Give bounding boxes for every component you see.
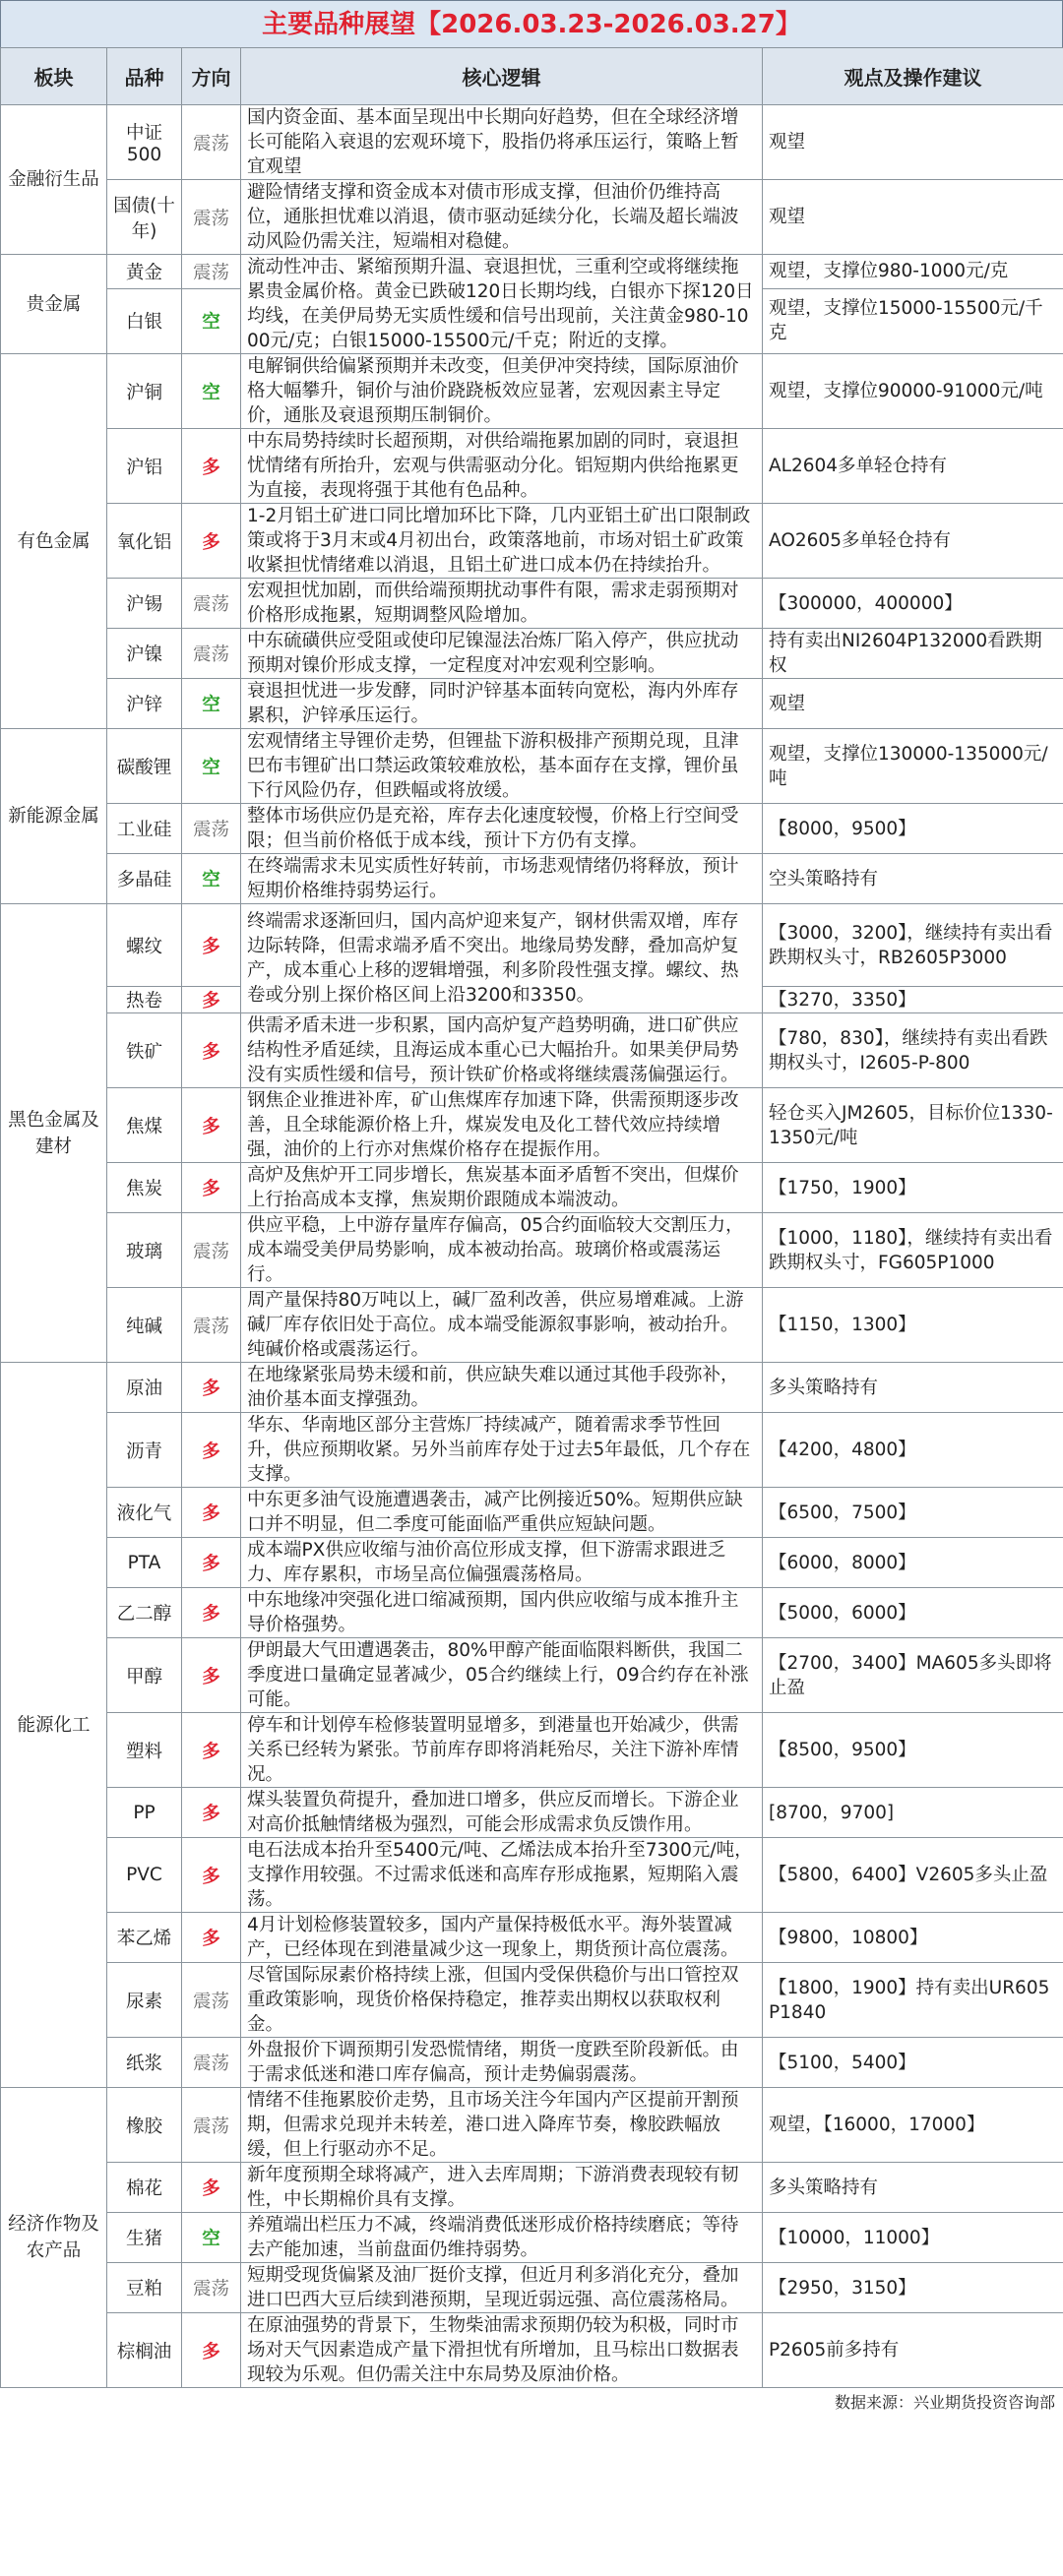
logic-cell: 周产量保持80万吨以上，碱厂盈利改善，供应易增难减。上游碱厂库存依旧处于高位。成本端受能源叙事影响，被动抬升。纯碱价格或震荡运行。 — [241, 1288, 763, 1363]
variety-cell: 橡胶 — [107, 2088, 182, 2163]
direction-cell: 多 — [182, 1088, 241, 1163]
view-cell: 多头策略持有 — [763, 2163, 1063, 2213]
direction-cell: 多 — [182, 987, 241, 1013]
direction-cell: 空 — [182, 354, 241, 429]
sector-cell: 经济作物及农产品 — [1, 2088, 107, 2388]
logic-cell: 流动性冲击、紧缩预期升温、衰退担忧，三重利空或将继续拖累贵金属价格。黄金已跌破120日长期均线，白银亦下探120日均线，在美伊局势无实质性缓和信号出现前，关注黄金980-1000元/克；白银15000-15500元/千克；附近的支撑。 — [241, 255, 763, 354]
direction-cell: 震荡 — [182, 1288, 241, 1363]
direction-cell: 多 — [182, 1013, 241, 1088]
view-cell: 【2700，3400】MA605多头即将止盈 — [763, 1638, 1063, 1713]
direction-cell: 多 — [182, 504, 241, 579]
variety-cell: 沪锌 — [107, 679, 182, 729]
direction-cell: 震荡 — [182, 579, 241, 629]
logic-cell: 短期受现货偏紧及油厂挺价支撑，但近月利多消化充分，叠加进口巴西大豆后续到港预期，呈现近弱远强、高位震荡格局。 — [241, 2263, 763, 2313]
view-cell: 【4200，4800】 — [763, 1413, 1063, 1488]
header-view: 观点及操作建议 — [763, 48, 1063, 105]
logic-cell: 在终端需求未见实质性好转前，市场悲观情绪仍将释放，预计短期价格维持弱势运行。 — [241, 854, 763, 904]
view-cell: AL2604多单轻仓持有 — [763, 429, 1063, 504]
variety-cell: 液化气 — [107, 1488, 182, 1538]
view-cell: 【1000，1180】，继续持有卖出看跌期权头寸，FG605P1000 — [763, 1213, 1063, 1288]
view-cell: 【6000，8000】 — [763, 1538, 1063, 1588]
table-row — [1, 904, 1063, 987]
logic-cell: 华东、华南地区部分主营炼厂持续减产，随着需求季节性回升，供应预期收紧。另外当前库存处于过去5年最低，几个存在支撑。 — [241, 1413, 763, 1488]
logic-cell: 养殖端出栏压力不减，终端消费低迷形成价格持续磨底；等待去产能加速，当前盘面仍维持弱势。 — [241, 2213, 763, 2263]
table-row — [1, 2213, 1063, 2263]
table-row — [1, 1288, 1063, 1363]
view-cell: 观望，支撑位130000-135000元/吨 — [763, 729, 1063, 804]
data-source-note: 数据来源：兴业期货投资咨询部 — [834, 2393, 1055, 2412]
sector-cell: 新能源金属 — [1, 729, 107, 904]
view-cell: 【3270，3350】 — [763, 987, 1063, 1013]
variety-cell: 沪铜 — [107, 354, 182, 429]
view-cell: 观望 — [763, 679, 1063, 729]
view-cell: 多头策略持有 — [763, 1363, 1063, 1413]
sector-cell: 金融衍生品 — [1, 105, 107, 255]
view-cell: [8700，9700] — [763, 1788, 1063, 1838]
view-cell: AO2605多单轻仓持有 — [763, 504, 1063, 579]
table-row — [1, 1638, 1063, 1713]
logic-cell: 电石法成本抬升至5400元/吨、乙烯法成本抬升至7300元/吨，支撑作用较强。不过需求低迷和高库存形成拖累，短期陷入震荡。 — [241, 1838, 763, 1913]
table-row — [1, 1363, 1063, 1413]
variety-cell: 棉花 — [107, 2163, 182, 2213]
variety-cell: 热卷 — [107, 987, 182, 1013]
table-row — [1, 1713, 1063, 1788]
variety-cell: 多晶硅 — [107, 854, 182, 904]
table-row — [1, 1788, 1063, 1838]
direction-cell: 震荡 — [182, 105, 241, 180]
view-cell: 【3000，3200】，继续持有卖出看跌期权头寸，RB2605P3000 — [763, 904, 1063, 987]
direction-cell: 空 — [182, 679, 241, 729]
view-cell: 【9800，10800】 — [763, 1913, 1063, 1963]
variety-cell: 焦煤 — [107, 1088, 182, 1163]
logic-cell: 外盘报价下调预期引发恐慌情绪，期货一度跌至阶段新低。由于需求低迷和港口库存偏高，预计走势偏弱震荡。 — [241, 2038, 763, 2088]
variety-cell: PVC — [107, 1838, 182, 1913]
table-row — [1, 629, 1063, 679]
view-cell: 【5100，5400】 — [763, 2038, 1063, 2088]
direction-cell: 震荡 — [182, 2263, 241, 2313]
variety-cell: 黄金 — [107, 255, 182, 289]
variety-cell: 国债(十年) — [107, 180, 182, 255]
direction-cell: 多 — [182, 2163, 241, 2213]
sector-cell: 能源化工 — [1, 1363, 107, 2088]
table-row — [1, 1538, 1063, 1588]
logic-cell: 中东局势持续时长超预期，对供给端拖累加剧的同时，衰退担忧情绪有所抬升，宏观与供需驱动分化。铝短期内供给拖累更为直接，表现将强于其他有色品种。 — [241, 429, 763, 504]
table-row — [1, 1838, 1063, 1913]
table-row — [1, 1588, 1063, 1638]
variety-cell: 甲醇 — [107, 1638, 182, 1713]
view-cell: 【10000，11000】 — [763, 2213, 1063, 2263]
logic-cell: 中东更多油气设施遭遇袭击，减产比例接近50%。短期供应缺口并不明显，但二季度可能面临严重供应短缺问题。 — [241, 1488, 763, 1538]
view-cell: 空头策略持有 — [763, 854, 1063, 904]
variety-cell: 沥青 — [107, 1413, 182, 1488]
direction-cell: 多 — [182, 1588, 241, 1638]
direction-cell: 多 — [182, 1538, 241, 1588]
view-cell: 【8000，9500】 — [763, 804, 1063, 854]
direction-cell: 多 — [182, 1638, 241, 1713]
variety-cell: 沪铝 — [107, 429, 182, 504]
logic-cell: 新年度预期全球将减产，进入去库周期；下游消费表现较有韧性，中长期棉价具有支撑。 — [241, 2163, 763, 2213]
page-title: 主要品种展望【2026.03.23-2026.03.27】 — [0, 0, 1063, 47]
variety-cell: 塑料 — [107, 1713, 182, 1788]
view-cell: 观望，支撑位980-1000元/克 — [763, 255, 1063, 289]
table-row — [1, 854, 1063, 904]
direction-cell: 震荡 — [182, 1963, 241, 2038]
variety-cell: 沪锡 — [107, 579, 182, 629]
logic-cell: 国内资金面、基本面呈现出中长期向好趋势，但在全球经济增长可能陷入衰退的宏观环境下，股指仍将承压运行，策略上暂宜观望 — [241, 105, 763, 180]
variety-cell: PP — [107, 1788, 182, 1838]
direction-cell: 多 — [182, 1488, 241, 1538]
variety-cell: PTA — [107, 1538, 182, 1588]
variety-cell: 苯乙烯 — [107, 1913, 182, 1963]
view-cell: 观望，支撑位15000-15500元/千克 — [763, 288, 1063, 353]
table-row — [1, 354, 1063, 429]
table-row — [1, 2163, 1063, 2213]
variety-cell: 生猪 — [107, 2213, 182, 2263]
table-row — [1, 1488, 1063, 1538]
logic-cell: 中东硫磺供应受阻或使印尼镍湿法冶炼厂陷入停产，供应扰动预期对镍价形成支撑，一定程度对冲宏观利空影响。 — [241, 629, 763, 679]
direction-cell: 多 — [182, 1713, 241, 1788]
direction-cell: 空 — [182, 729, 241, 804]
view-cell: 【1150，1300】 — [763, 1288, 1063, 1363]
direction-cell: 多 — [182, 1913, 241, 1963]
table-row — [1, 729, 1063, 804]
logic-cell: 宏观担忧加剧，而供给端预期扰动事件有限，需求走弱预期对价格形成拖累，短期调整风险增加。 — [241, 579, 763, 629]
table-row — [1, 804, 1063, 854]
variety-cell: 螺纹 — [107, 904, 182, 987]
table-row — [1, 1913, 1063, 1963]
logic-cell: 衰退担忧进一步发酵，同时沪锌基本面转向宽松，海内外库存累积，沪锌承压运行。 — [241, 679, 763, 729]
logic-cell: 在原油强势的背景下，生物柴油需求预期仍较为积极，同时市场对天气因素造成产量下滑担忧有所增加，且马棕出口数据表现较为乐观。但仍需关注中东局势及原油价格。 — [241, 2313, 763, 2388]
variety-cell: 原油 — [107, 1363, 182, 1413]
table-row — [1, 1963, 1063, 2038]
table-row — [1, 255, 1063, 289]
variety-cell: 工业硅 — [107, 804, 182, 854]
view-cell: 观望 — [763, 105, 1063, 180]
logic-cell: 在地缘紧张局势未缓和前，供应缺失难以通过其他手段弥补，油价基本面支撑强劲。 — [241, 1363, 763, 1413]
view-cell: 【5800，6400】V2605多头止盈 — [763, 1838, 1063, 1913]
view-cell: 【780，830】，继续持有卖出看跌期权头寸，I2605-P-800 — [763, 1013, 1063, 1088]
logic-cell: 成本端PX供应收缩与油价高位形成支撑，但下游需求跟进乏力、库存累积，市场呈高位偏强震荡格局。 — [241, 1538, 763, 1588]
direction-cell: 多 — [182, 2313, 241, 2388]
logic-cell: 高炉及焦炉开工同步增长，焦炭基本面矛盾暂不突出，但煤价上行抬高成本支撑，焦炭期价跟随成本端波动。 — [241, 1163, 763, 1213]
direction-cell: 震荡 — [182, 2038, 241, 2088]
header-sector: 板块 — [1, 48, 107, 105]
variety-cell: 豆粕 — [107, 2263, 182, 2313]
sector-cell: 贵金属 — [1, 255, 107, 354]
view-cell: 持有卖出NI2604P132000看跌期权 — [763, 629, 1063, 679]
logic-cell: 供应平稳，上中游存量库存偏高，05合约面临较大交割压力，成本端受美伊局势影响，成本被动抬高。玻璃价格或震荡运行。 — [241, 1213, 763, 1288]
table-row — [1, 2088, 1063, 2163]
direction-cell: 震荡 — [182, 2088, 241, 2163]
direction-cell: 震荡 — [182, 804, 241, 854]
variety-cell: 氧化铝 — [107, 504, 182, 579]
variety-cell: 纸浆 — [107, 2038, 182, 2088]
direction-cell: 多 — [182, 1413, 241, 1488]
variety-cell: 白银 — [107, 288, 182, 353]
direction-cell: 震荡 — [182, 629, 241, 679]
direction-cell: 震荡 — [182, 1213, 241, 1288]
view-cell: 【1750，1900】 — [763, 1163, 1063, 1213]
view-cell: 轻仓买入JM2605，目标价位1330-1350元/吨 — [763, 1088, 1063, 1163]
logic-cell: 整体市场供应仍是充裕，库存去化速度较慢，价格上行空间受限；但当前价格低于成本线，预计下方仍有支撑。 — [241, 804, 763, 854]
table-row — [1, 429, 1063, 504]
direction-cell: 多 — [182, 904, 241, 987]
logic-cell: 情绪不佳拖累胶价走势，且市场关注今年国内产区提前开割预期，但需求兑现并未转差，港口进入降库节奏，橡胶跌幅放缓，但上行驱动亦不足。 — [241, 2088, 763, 2163]
direction-cell: 多 — [182, 1838, 241, 1913]
table-row — [1, 1163, 1063, 1213]
direction-cell: 震荡 — [182, 255, 241, 289]
variety-cell: 焦炭 — [107, 1163, 182, 1213]
variety-cell: 尿素 — [107, 1963, 182, 2038]
table-row — [1, 1213, 1063, 1288]
table-row — [1, 180, 1063, 255]
variety-cell: 纯碱 — [107, 1288, 182, 1363]
table-row — [1, 504, 1063, 579]
view-cell: 【300000，400000】 — [763, 579, 1063, 629]
logic-cell: 避险情绪支撑和资金成本对债市形成支撑，但油价仍维持高位，通胀担忧难以消退，债市驱动延续分化，长端及超长端波动风险仍需关注，短端相对稳健。 — [241, 180, 763, 255]
view-cell: 【1800，1900】持有卖出UR605P1840 — [763, 1963, 1063, 2038]
variety-cell: 棕榈油 — [107, 2313, 182, 2388]
table-header-row — [1, 48, 1063, 105]
variety-cell: 乙二醇 — [107, 1588, 182, 1638]
header-logic: 核心逻辑 — [241, 48, 763, 105]
view-cell: 【5000，6000】 — [763, 1588, 1063, 1638]
view-cell: 【8500，9500】 — [763, 1713, 1063, 1788]
table-row — [1, 2263, 1063, 2313]
variety-cell: 碳酸锂 — [107, 729, 182, 804]
table-row — [1, 679, 1063, 729]
header-variety: 品种 — [107, 48, 182, 105]
variety-cell: 沪镍 — [107, 629, 182, 679]
variety-cell: 铁矿 — [107, 1013, 182, 1088]
table-row — [1, 105, 1063, 180]
direction-cell: 震荡 — [182, 180, 241, 255]
table-row — [1, 1088, 1063, 1163]
logic-cell: 电解铜供给偏紧预期并未改变，但美伊冲突持续，国际原油价格大幅攀升，铜价与油价跷跷板效应显著，宏观因素主导定价，通胀及衰退预期压制铜价。 — [241, 354, 763, 429]
logic-cell: 供需矛盾未进一步积累，国内高炉复产趋势明确，进口矿供应结构性矛盾延续，且海运成本重心已大幅抬升。如果美伊局势没有实质性缓和信号，预计铁矿价格或将继续震荡偏强运行。 — [241, 1013, 763, 1088]
variety-cell: 玻璃 — [107, 1213, 182, 1288]
table-row — [1, 579, 1063, 629]
table-row — [1, 1013, 1063, 1088]
direction-cell: 空 — [182, 854, 241, 904]
view-cell: P2605前多持有 — [763, 2313, 1063, 2388]
direction-cell: 多 — [182, 429, 241, 504]
logic-cell: 宏观情绪主导锂价走势，但锂盐下游积极排产预期兑现，且津巴布韦锂矿出口禁运政策较难放松，基本面存在支撑，锂价虽下行风险仍存，但跌幅或将放缓。 — [241, 729, 763, 804]
logic-cell: 停车和计划停车检修装置明显增多，到港量也开始减少，供需关系已经转为紧张。节前库存即将消耗殆尽，关注下游补库情况。 — [241, 1713, 763, 1788]
logic-cell: 钢焦企业推进补库，矿山焦煤库存加速下降，供需预期逐步改善，且全球能源价格上升，煤炭发电及化工替代效应持续增强，油价的上行亦对焦煤价格存在提振作用。 — [241, 1088, 763, 1163]
view-cell: 观望，支撑位90000-91000元/吨 — [763, 354, 1063, 429]
variety-cell: 中证500 — [107, 105, 182, 180]
sector-cell: 有色金属 — [1, 354, 107, 729]
view-cell: 观望 — [763, 180, 1063, 255]
direction-cell: 空 — [182, 2213, 241, 2263]
direction-cell: 多 — [182, 1363, 241, 1413]
table-row — [1, 2313, 1063, 2388]
direction-cell: 多 — [182, 1788, 241, 1838]
view-cell: 观望，【16000，17000】 — [763, 2088, 1063, 2163]
logic-cell: 尽管国际尿素价格持续上涨，但国内受保供稳价与出口管控双重政策影响，现货价格保持稳定，推荐卖出期权以获取权利金。 — [241, 1963, 763, 2038]
logic-cell: 终端需求逐渐回归，国内高炉迎来复产，钢材供需双增，库存边际转降，但需求端矛盾不突出。地缘局势发酵，叠加高炉复产，成本重心上移的逻辑增强，利多阶段性强支撑。螺纹、热卷或分别上探价格区间上沿3200和3350。 — [241, 904, 763, 1013]
view-cell: 【6500，7500】 — [763, 1488, 1063, 1538]
view-cell: 【2950，3150】 — [763, 2263, 1063, 2313]
outlook-table — [0, 47, 1063, 2388]
sector-cell: 黑色金属及建材 — [1, 904, 107, 1363]
table-row — [1, 2038, 1063, 2088]
header-direction: 方向 — [182, 48, 241, 105]
direction-cell: 空 — [182, 288, 241, 353]
logic-cell: 4月计划检修装置较多，国内产量保持极低水平。海外装置减产，已经体现在到港量减少这一现象上，期货预计高位震荡。 — [241, 1913, 763, 1963]
logic-cell: 伊朗最大气田遭遇袭击，80%甲醇产能面临限料断供，我国二季度进口量确定显著减少，05合约继续上行，09合约存在补涨可能。 — [241, 1638, 763, 1713]
table-row — [1, 1413, 1063, 1488]
logic-cell: 中东地缘冲突强化进口缩减预期，国内供应收缩与成本推升主导价格强势。 — [241, 1588, 763, 1638]
direction-cell: 多 — [182, 1163, 241, 1213]
logic-cell: 1-2月铝土矿进口同比增加环比下降，几内亚铝土矿出口限制政策或将于3月末或4月初出台，政策落地前，市场对铝土矿政策收紧担忧情绪难以消退，且铝土矿进口成本仍在持续抬升。 — [241, 504, 763, 579]
logic-cell: 煤头装置负荷提升，叠加进口增多，供应反而增长。下游企业对高价抵触情绪极为强烈，可能会形成需求负反馈作用。 — [241, 1788, 763, 1838]
